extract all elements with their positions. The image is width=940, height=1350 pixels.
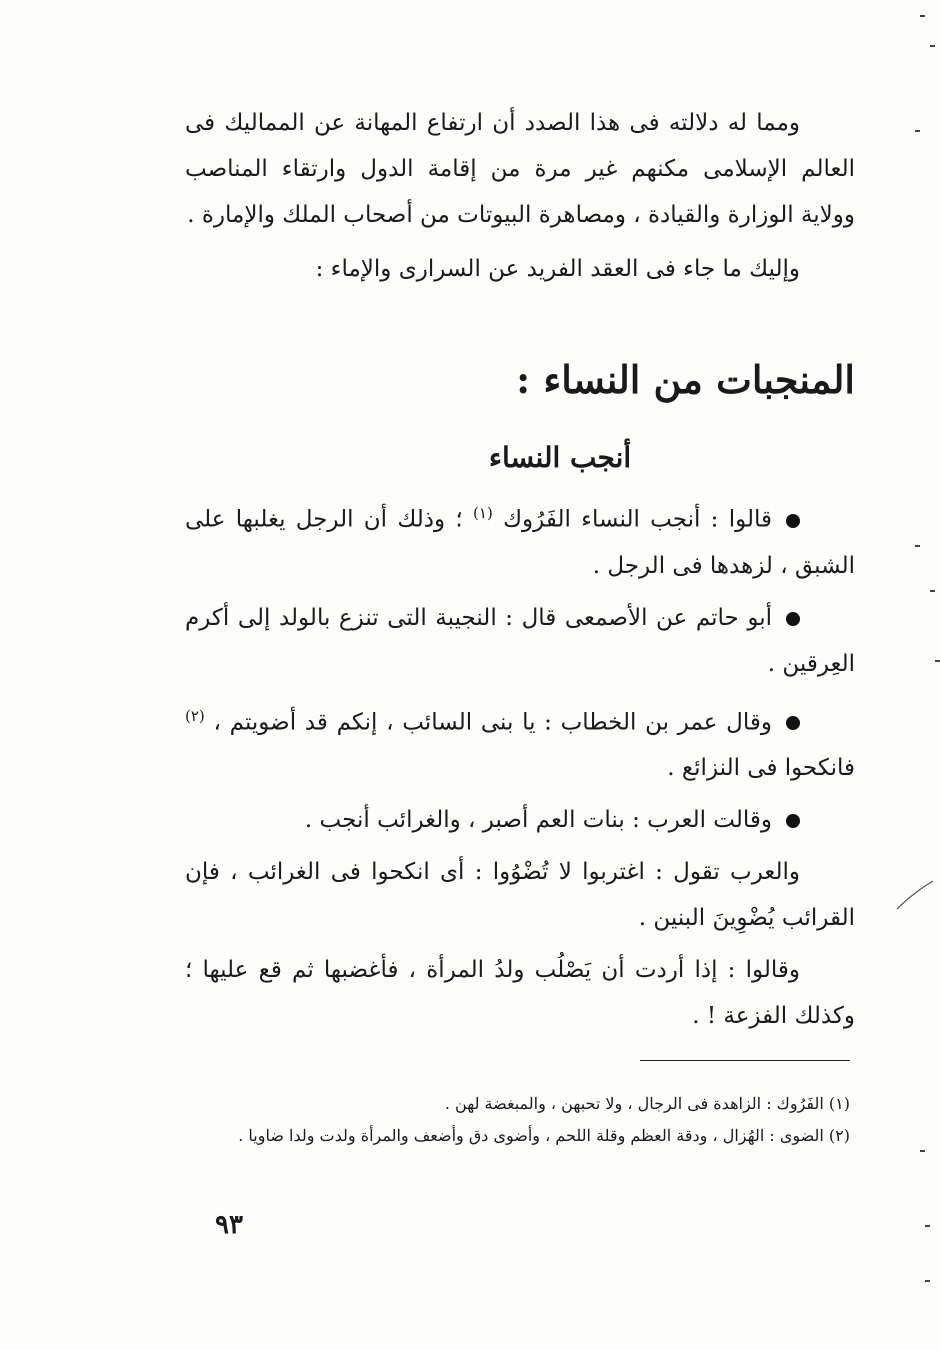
scan-speck [920, 1150, 925, 1152]
body-paragraph: وقالوا : إذا أردت أن يَصْلُب ولدُ المرأة ، فأغضبها ثم قع عليها ؛ وكذلك الفزعة ! . [185, 957, 855, 1030]
page-number: ٩٣ [215, 1210, 243, 1240]
body-section [185, 490, 855, 1045]
intro-paragraph: وإليك ما جاء فى العقد الفريد عن السرارى والإماء : [315, 256, 800, 282]
footnotes-section [178, 1088, 850, 1152]
footnote-ref: (٢) [185, 706, 205, 725]
bullet-text: ؛ وذلك أن الرجل يغلبها على الشبق ، لزهدها فى الرجل . [185, 506, 855, 579]
scan-stroke [895, 875, 935, 915]
scan-speck [920, 15, 925, 17]
scan-speck [930, 45, 935, 47]
bullet-dot [786, 612, 800, 626]
bullet-text: وقال عمر بن الخطاب : يا بنى السائب ، إنكم قد أضويتم ، [213, 709, 772, 736]
scan-speck [925, 1225, 930, 1227]
bullet-text: قالوا : أنجب النساء الفَرُوك [503, 506, 772, 533]
intro-paragraph: ومما له دلالته فى هذا الصدد أن ارتفاع المهانة عن المماليك فى العالم الإسلامى مكنهم غير مرة من إقامة الدول وارتقاء المناصب وولاية الوزارة والقيادة ، ومصاهرة البيوتات من أصحاب الملك والإمارة . [185, 110, 855, 228]
scan-speck [915, 545, 920, 547]
bullet-text: وقالت العرب : بنات العم أصبر ، والغرائب أنجب . [304, 807, 772, 834]
scan-speck [930, 590, 935, 592]
footnote: (٢) الضوى : الهُزال ، ودقة العظم وقلة اللحم ، وأضوى دق وأضعف والمرأة ولدت ولدا ضاويا . [238, 1126, 850, 1145]
footnote-divider [640, 1060, 850, 1061]
bullet-dot [786, 814, 800, 828]
bullet-item [185, 595, 855, 687]
scan-speck [925, 1280, 930, 1282]
bullet-item [185, 490, 855, 589]
bullet-text: أبو حاتم عن الأصمعى قال : النجيبة التى تنزع بالولد إلى أكرم العِرقين . [185, 604, 855, 677]
bullet-dot [786, 514, 800, 528]
bullet-dot [786, 716, 800, 730]
bullet-text: فانكحوا فى النزائع . [667, 755, 855, 782]
body-paragraph: والعرب تقول : اغتربوا لا تُضْوُوا : أى انكحوا فى الغرائب ، فإن القرائب يُضْوِينَ البنين . [185, 859, 855, 932]
footnote-ref: (١) [473, 504, 493, 522]
bullet-item [185, 797, 855, 843]
section-heading: المنجبات من النساء : [516, 357, 855, 402]
intro-section [185, 100, 855, 300]
scan-speck [915, 130, 920, 132]
scan-speck [935, 660, 940, 662]
bullet-item [185, 693, 855, 792]
footnote: (١) الفَرُوك : الزاهدة فى الرجال ، ولا تحبهن ، والمبغضة لهن . [444, 1094, 850, 1113]
sub-heading: أنجب النساء [488, 441, 632, 474]
